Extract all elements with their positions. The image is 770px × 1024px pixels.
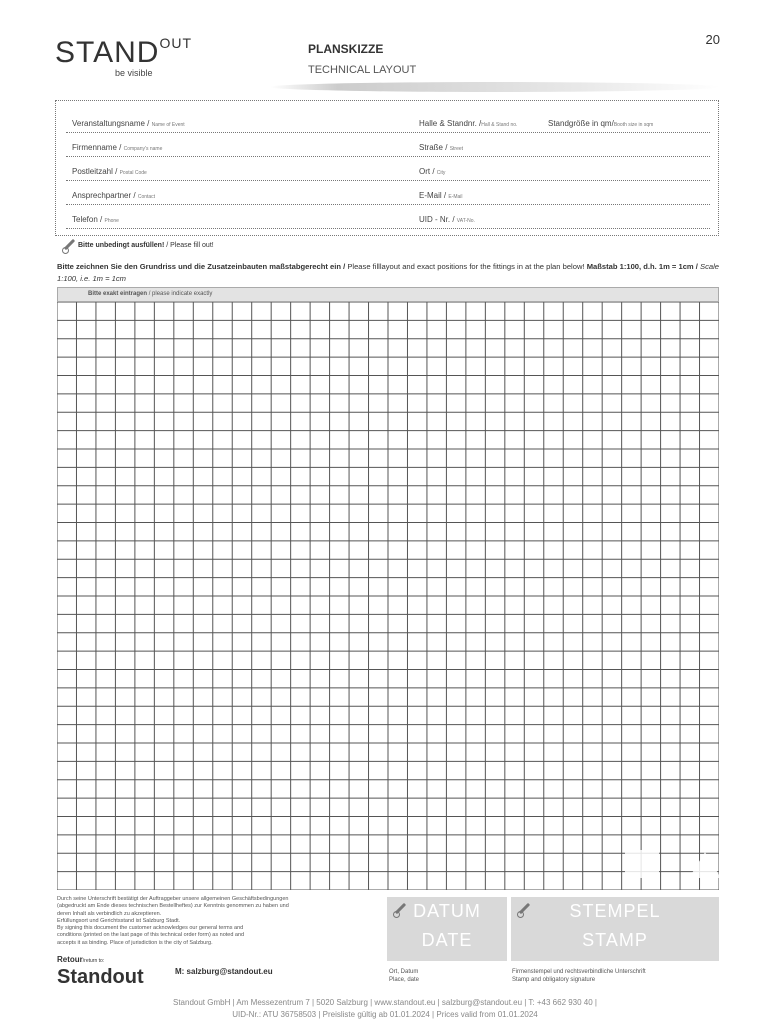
grid-header-en: / please indicate exactly [148,291,213,297]
fillout-en: / Please fill out! [166,241,214,249]
logo-sup: OUT [159,35,193,51]
company-sub: Company's name [123,146,163,152]
terms-text [57,896,382,947]
city-label: Ort / [419,167,435,176]
postal-label: Postleitzahl / [72,167,118,176]
date-en: DATE [421,930,473,950]
uid-label: UID - Nr. / [419,215,455,224]
footer-line-1: Standout GmbH | Am Messezentrum 7 | 5020 Salzburg | www.standout.eu | salzburg@standout.eu | T: +43 662 930 40 | [172,998,598,1007]
email-sub: E-Mail [448,194,463,200]
grid-header [57,287,719,302]
watermark-icons [625,850,719,878]
size-sub: Booth size in sqm [613,122,654,128]
title-block [308,42,416,76]
terms-line: Erfüllungsort und Gerichtsstand ist Salzburg Stadt. [57,917,181,924]
pen-icon [515,901,531,917]
date-de: DATUM [413,901,481,921]
title-de: PLANSKIZZE [308,42,384,56]
contact-sub: Contact [137,194,156,200]
contact-label: Ansprechpartner / [72,191,136,200]
pen-icon [391,901,407,917]
uid-sub: VAT-No. [456,218,475,224]
stamp-caption-de: Firmenstempel und rechtsverbindliche Unterschrift [512,969,646,975]
terms-line: accepts it as binding. Place of jurisdiction is the city of Salzburg. [57,939,213,946]
logo-tagline: be visible [115,68,153,78]
return-email: M: salzburg@standout.eu [175,967,273,976]
date-caption [389,968,419,984]
postal-sub: Postal Code [119,170,147,176]
grid-header-de: Bitte exakt eintragen [88,291,148,297]
page-number: 20 [705,32,720,47]
fillout-de: Bitte unbedingt ausfüllen! [77,241,165,249]
standout-logo [55,35,193,78]
contact-form [55,100,719,236]
terms-line: (abgedruckt am Ende dieses technischen Bestellheftes) zur Kenntnis genommen zu haben und [57,903,289,910]
stamp-de: STEMPEL [569,901,661,921]
instruction-text [57,261,721,285]
form-row-phone[interactable] [66,215,710,229]
retour-de: Retour [57,955,83,964]
instruction-en: Please filllayout and exact positions for the fittings in at the plan below! [347,262,585,271]
stamp-en: STAMP [582,930,648,950]
terms-line: deren Inhalt als verbindlich zu akzeptieren. [57,910,162,917]
email-label: E-Mail / [419,191,447,200]
event-label: Veranstaltungsname / [72,119,150,128]
fillout-note [60,237,214,253]
date-caption-en: Place, date [389,977,420,983]
company-label: Firmenname / [72,143,122,152]
terms-line: Durch seine Unterschrift bestätigt der Auftraggeber unsere allgemeinen Geschäftsbedingungen [57,896,289,902]
logo-word: STAND [55,36,160,69]
stamp-caption [512,968,646,984]
size-label: Standgröße in qm/ [548,119,614,128]
stamp-caption-en: Stamp and obligatory signature [512,977,596,983]
form-row-event[interactable] [66,119,710,133]
scale-en: Scale 1:100, i.e. 1m = 1cm [57,262,720,283]
street-sub: Street [449,146,464,152]
terms-line: By signing this document the customer acknowledges our general terms and [57,925,244,932]
title-en: TECHNICAL LAYOUT [308,64,417,76]
date-box[interactable] [387,897,507,961]
instruction-de: Bitte zeichnen Sie den Grundriss und die Zusatzeinbauten maßstabgerecht ein / [57,262,346,271]
hall-sub: Hall & Stand no. [481,122,518,128]
form-row-company[interactable] [66,143,710,157]
date-caption-de: Ort, Datum [389,969,419,975]
form-row-postal[interactable] [66,167,710,181]
company-name: Standout [57,966,144,988]
drawing-grid[interactable] [57,302,719,890]
footer-line-2: UID-Nr.: ATU 36758503 | Preisliste gültig ab 01.01.2024 | Prices valid from 01.01.2024 [232,1010,538,1019]
scale-de: Maßstab 1:100, d.h. 1m = 1cm / [586,262,698,271]
retour-label [57,955,104,964]
street-label: Straße / [419,143,448,152]
phone-label: Telefon / [72,215,103,224]
event-sub: Name of Event [151,122,185,128]
form-row-contact[interactable] [66,191,710,205]
pen-icon [60,237,76,253]
city-sub: City [436,170,446,176]
stamp-box[interactable] [511,897,719,961]
title-underline [270,82,720,92]
phone-sub: Phone [104,218,119,224]
hall-label: Halle & Standnr. / [419,119,482,128]
retour-en: /return to: [82,958,105,964]
terms-line: conditions (printed on the last page of this technical order form) as noted and [57,932,245,939]
